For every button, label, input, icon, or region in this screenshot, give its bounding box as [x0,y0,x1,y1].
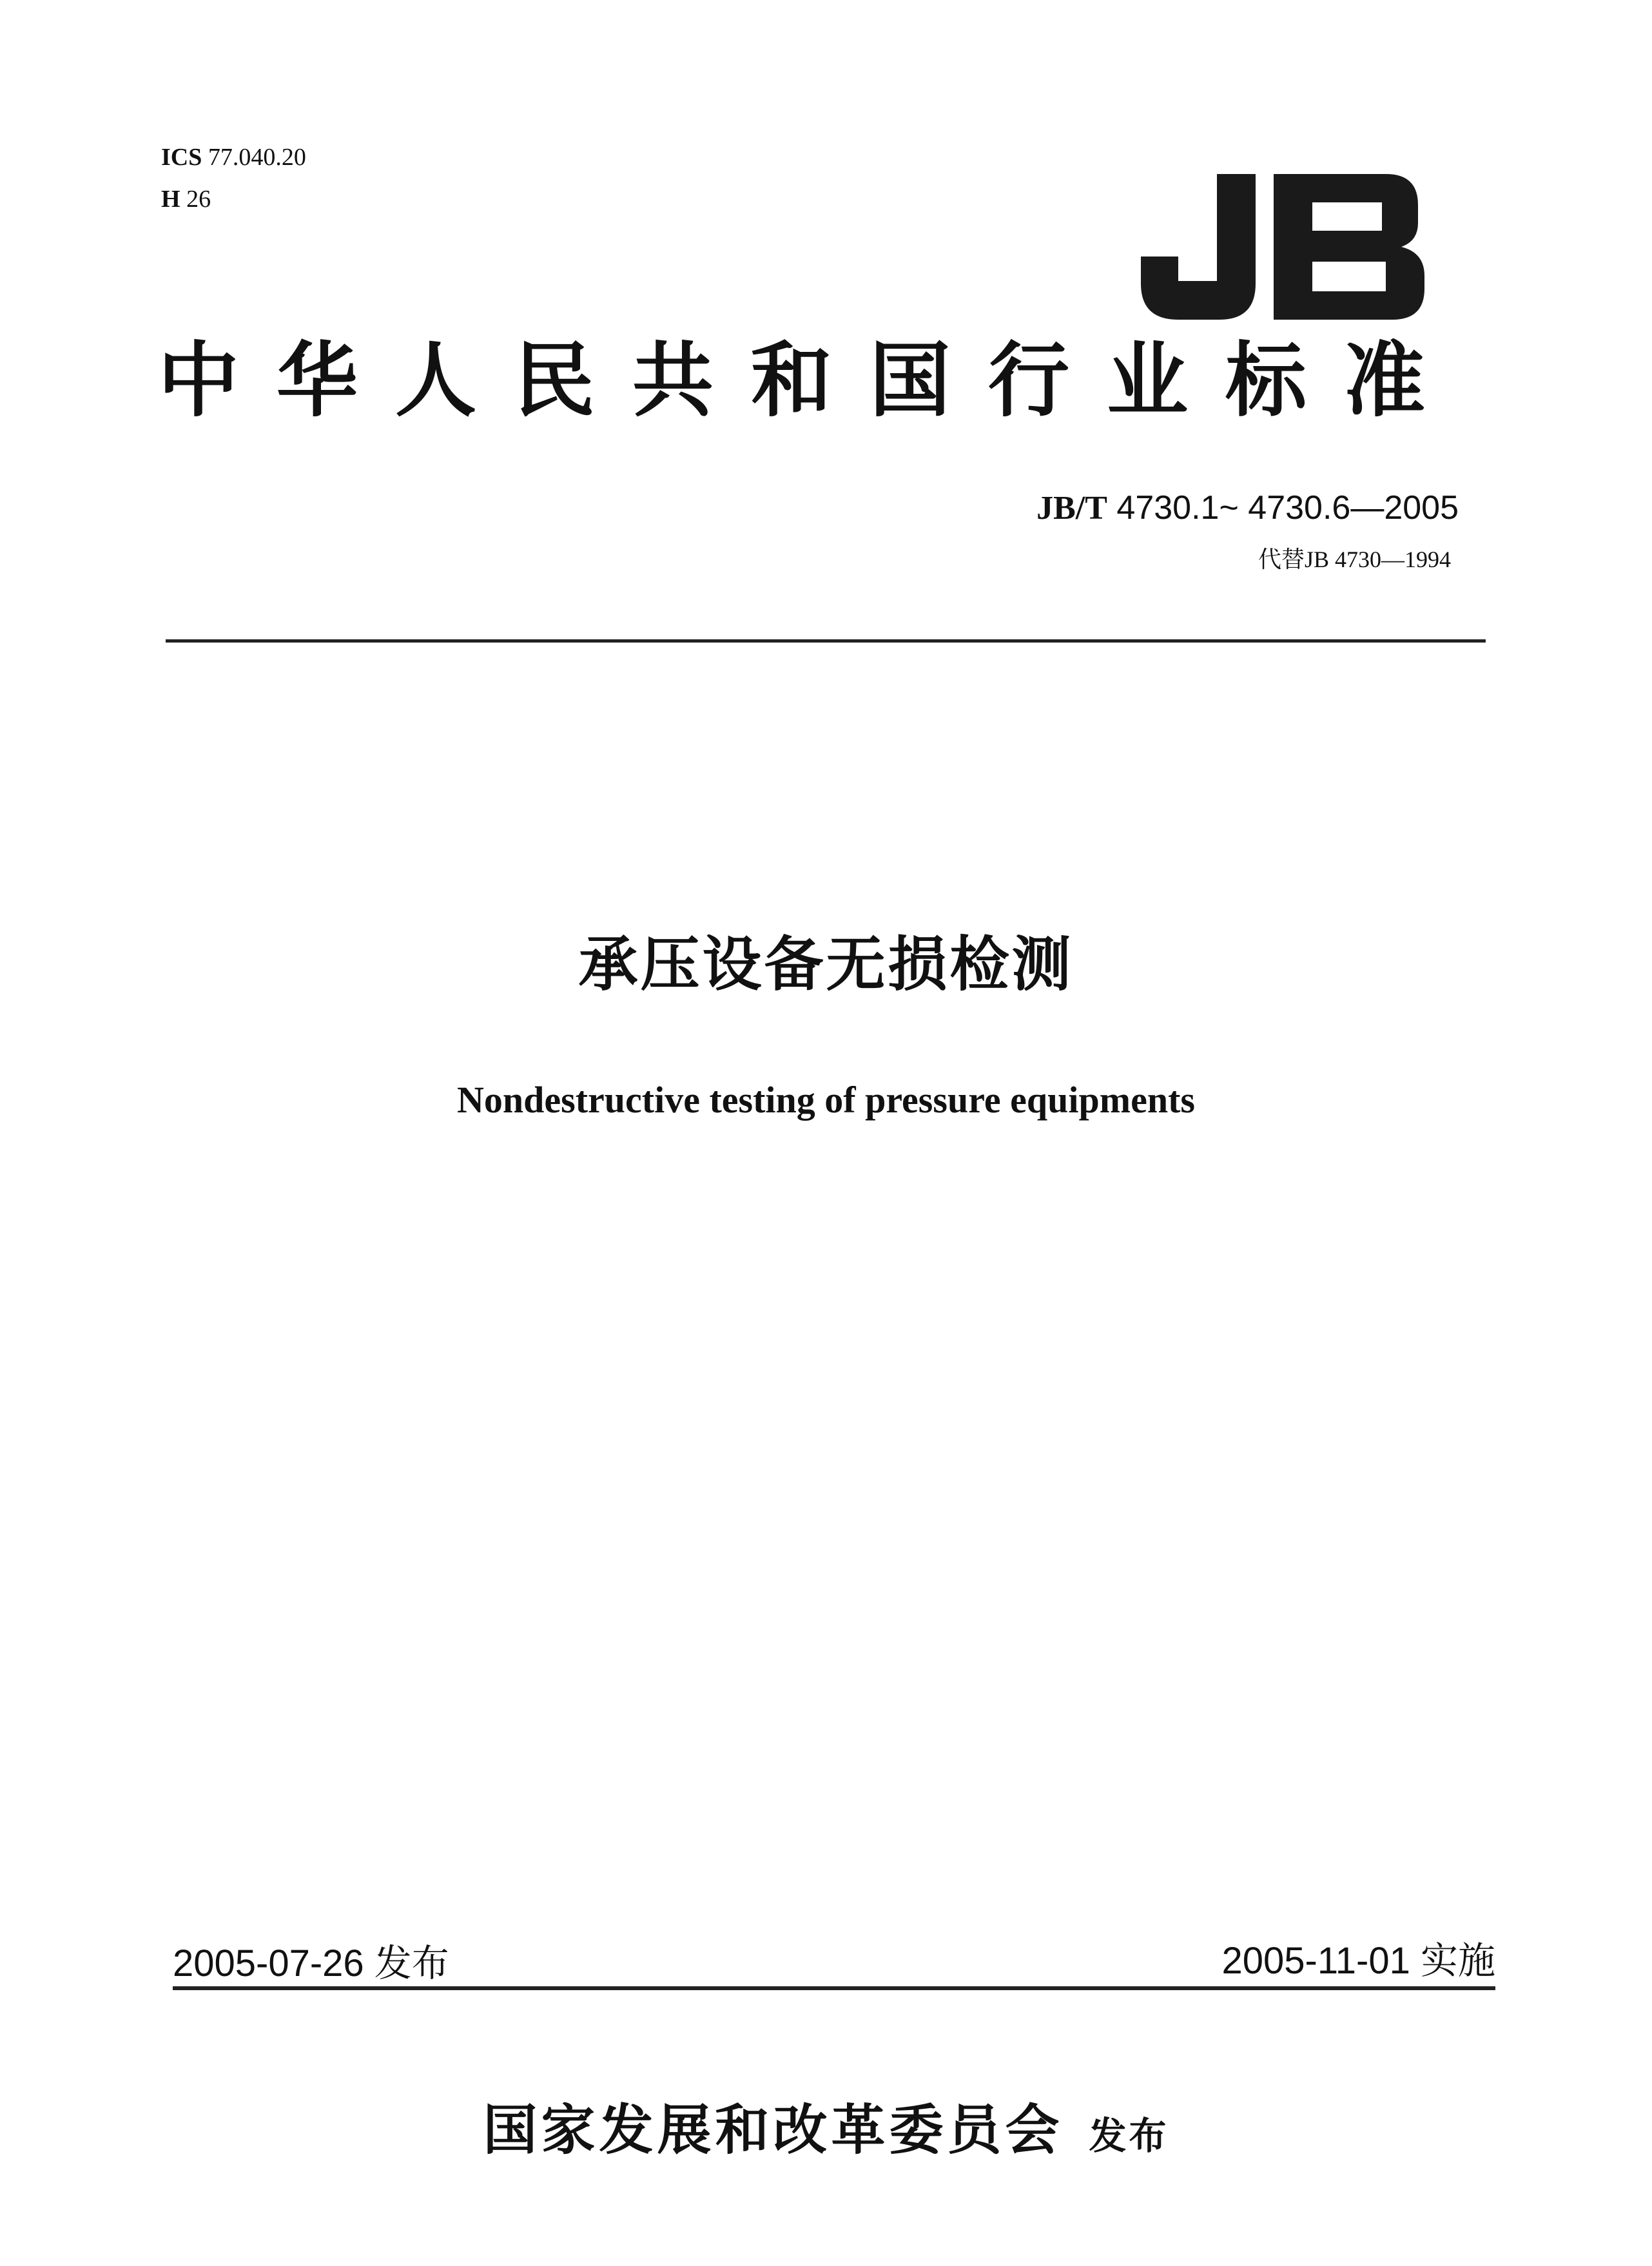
jb-logo-graphic [1141,174,1424,320]
publisher-organization: 国家发展和改革委员会 [483,2098,1064,2162]
ics-label: ICS [161,144,202,171]
national-standard-title: 中华人民共和国行业标准 [158,333,1463,428]
header-divider [166,639,1486,643]
issue-date: 2005-07-26 发布 [173,1942,449,1984]
ics-code [161,143,306,171]
implementation-date: 2005-11-01 实施 [1221,1940,1495,1982]
document-title-english: Nondestructive testing of pressure equipments [457,1079,1195,1121]
standard-number-value: 4730.1~ 4730.6—2005 [1116,489,1459,527]
publisher [0,2087,1652,2165]
standard-number-prefix: JB/T [1036,490,1107,527]
publisher-suffix: 发布 [1089,2114,1169,2158]
classification-code [161,185,211,213]
ics-number: 77.040.20 [208,144,306,171]
standard-number [1036,489,1459,528]
h-label: H [161,186,180,213]
document-title-chinese: 承压设备无损检测 [578,930,1074,999]
footer-divider [173,1986,1495,1990]
replaces-standard: 代替JB 4730—1994 [1258,547,1451,572]
h-number: 26 [186,186,211,213]
jb-logo [1141,174,1424,320]
